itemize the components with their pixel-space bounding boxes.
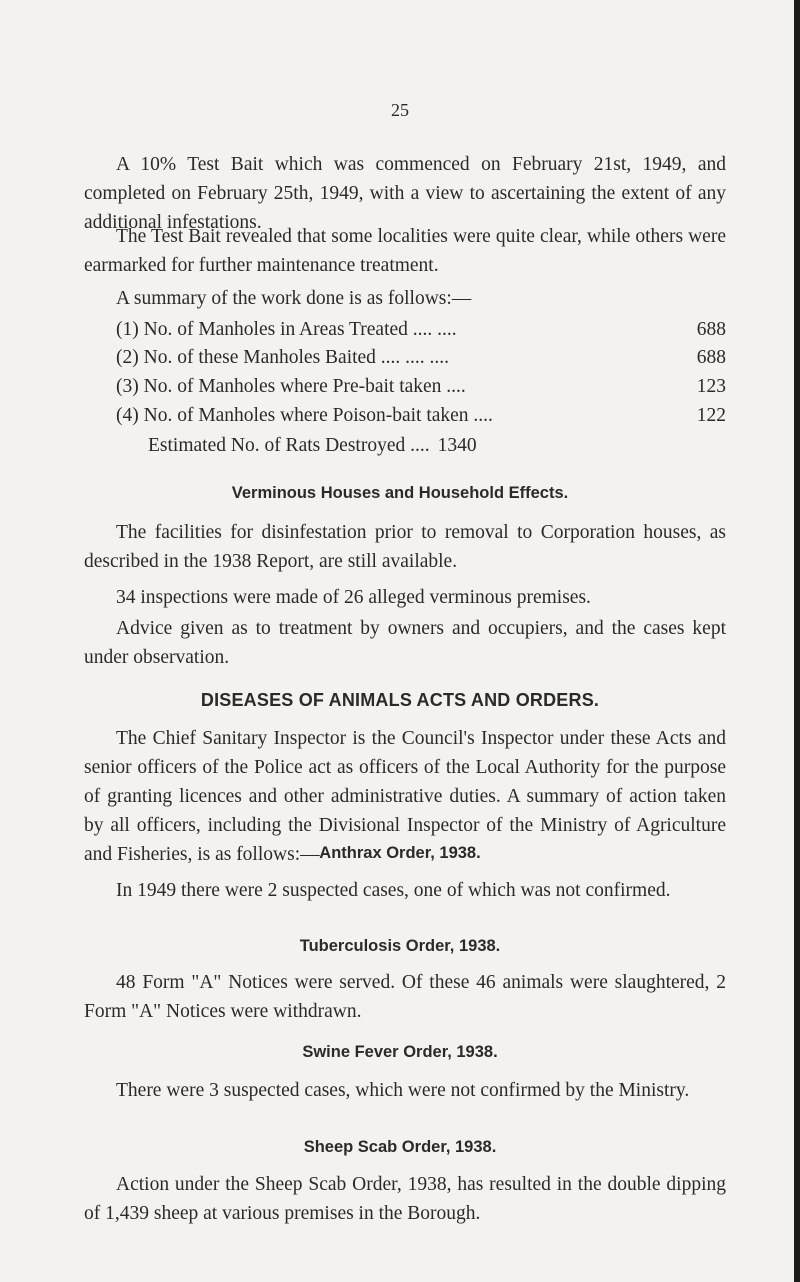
verminous-paragraph-1: The facilities for disinfestation prior to removal to Corporation houses, as described in the 1938 Report, are still available. — [84, 522, 726, 572]
sheep-heading: Sheep Scab Order, 1938. — [303, 1138, 497, 1156]
summary-label: (3) No. of Manholes where Pre-bait taken .... — [116, 376, 466, 397]
diseases-paragraph: The Chief Sanitary Inspector is the Council's Inspector under these Acts and senior officers of the Police act as officers of the Local Authority for the purpose of granting licences and other administrative duties. A summary of action taken by all officers, including the Divisional Inspector of the Ministry of Agriculture and Fisheries, is as follows:— — [84, 728, 726, 865]
anthrax-paragraph: In 1949 there were 2 suspected cases, one of which was not confirmed. — [116, 880, 671, 901]
summary-label: (4) No. of Manholes where Poison-bait taken .... — [116, 405, 493, 426]
tb-heading: Tuberculosis Order, 1938. — [299, 937, 501, 955]
intro-paragraph-2: The Test Bait revealed that some localities were quite clear, while others were earmarked for further maintenance treatment. — [84, 226, 726, 276]
anthrax-heading: Anthrax Order, 1938. — [319, 844, 481, 862]
intro-paragraph-3: A summary of the work done is as follows:— — [116, 288, 472, 309]
summary-value: 688 — [696, 347, 726, 368]
estimate-label: Estimated No. of Rats Destroyed .... — [148, 435, 430, 456]
swine-heading: Swine Fever Order, 1938. — [302, 1043, 498, 1061]
summary-row — [116, 343, 726, 372]
tb-paragraph: 48 Form "A" Notices were served. Of these 46 animals were slaughtered, 2 Form "A" Notices were withdrawn. — [84, 972, 726, 1022]
summary-label: (1) No. of Manholes in Areas Treated .... .... — [116, 319, 457, 340]
estimate-value: 1340 — [437, 435, 477, 456]
swine-paragraph: There were 3 suspected cases, which were not confirmed by the Ministry. — [116, 1080, 690, 1101]
page-edge-shadow — [794, 0, 800, 1282]
summary-label: (2) No. of these Manholes Baited .... .... .... — [116, 347, 450, 368]
page-number: 25 — [391, 100, 409, 120]
summary-value: 688 — [696, 319, 726, 340]
summary-row — [116, 315, 726, 344]
summary-row — [116, 372, 726, 401]
verminous-paragraph-2: 34 inspections were made of 26 alleged verminous premises. — [116, 587, 591, 608]
verminous-heading: Verminous Houses and Household Effects. — [231, 484, 569, 502]
summary-value: 122 — [696, 405, 726, 426]
verminous-paragraph-3: Advice given as to treatment by owners and occupiers, and the cases kept under observation. — [84, 618, 726, 668]
diseases-heading: DISEASES OF ANIMALS ACTS AND ORDERS. — [200, 690, 600, 710]
sheep-paragraph: Action under the Sheep Scab Order, 1938, has resulted in the double dipping of 1,439 sheep at various premises in the Borough. — [84, 1174, 726, 1224]
estimate-line — [148, 435, 477, 457]
summary-row — [116, 401, 726, 430]
summary-value: 123 — [696, 376, 726, 397]
intro-paragraph-1: A 10% Test Bait which was commenced on February 21st, 1949, and completed on February 25th, 1949, with a view to ascertaining the extent of any additional infestations. — [84, 154, 726, 233]
